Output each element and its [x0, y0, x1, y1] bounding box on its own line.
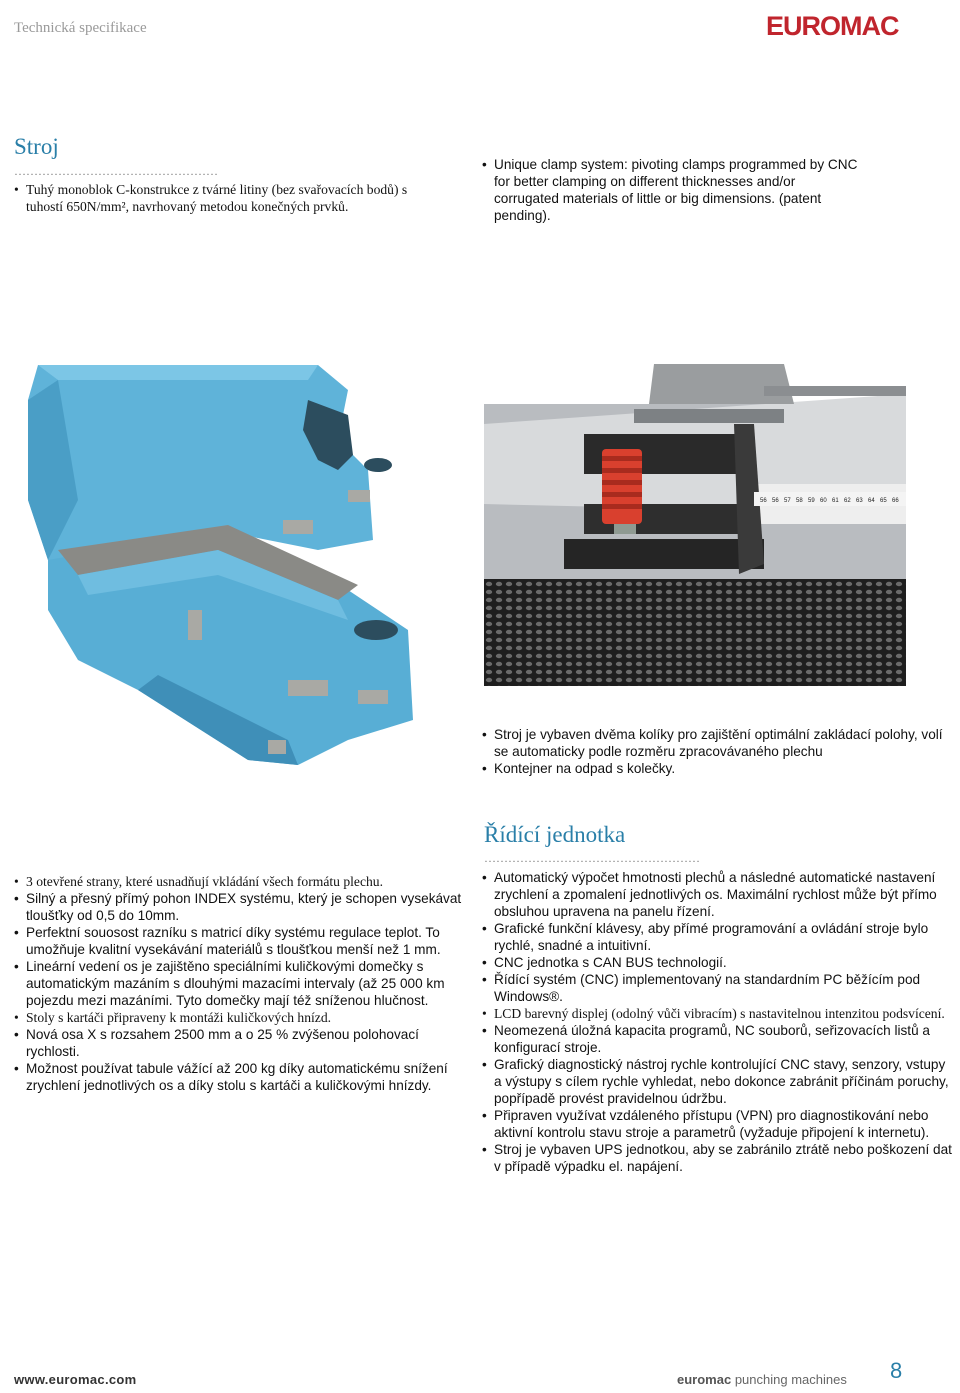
ruler-tick: 65 — [880, 498, 887, 504]
ruler-tick: 57 — [784, 498, 791, 504]
stroj-mid-list — [482, 726, 952, 777]
list-item: • Unique clamp system: pivoting clamps programmed by CNC for better clamping on different thicknesses and/or corrugated materials of little or big dimensions. (patent pending). — [482, 156, 862, 224]
ruler-tick: 64 — [868, 498, 875, 504]
stroj-right-list — [482, 156, 862, 224]
list-item: • Silný a přesný přímý pohon INDEX systému, který je schopen vysekávat tloušťky od 0,5 do 10mm. — [14, 890, 470, 924]
list-item: • Stroj je vybaven UPS jednotkou, aby se zabránilo ztrátě nebo poškození dat v případě výpadku el. napájení. — [482, 1141, 956, 1175]
ruler-tick: 58 — [796, 498, 803, 504]
ruler-tick: 56 — [772, 498, 779, 504]
list-item: • Automatický výpočet hmotnosti plechů a následné automatické nastavení zrychlení a zpomalení jednotlivých os. Maximální rychlost může být přímo obsluhou upravena na panelu řízení. — [482, 869, 956, 920]
ruler-tick: 56 — [760, 498, 767, 504]
footer-brand-name: euromac — [677, 1372, 732, 1387]
ridici-list — [482, 869, 956, 1175]
ruler-tick: 60 — [820, 498, 827, 504]
list-item: • Lineární vedení os je zajištěno speciálními kuličkovými domečky s automatickým mazáním s dlouhými mazacími intervaly (až 25 000 km pojezdu mezi mazáními. Tyto domečky mají též sníženou hlučnost. — [14, 958, 470, 1009]
list-item: • Perfektní souosost razníku s matricí díky systému regulace teplot. To umožňuje kvalitní vysekávání materiálů s tloušťkou menší než 1 mm. — [14, 924, 470, 958]
ruler-tick: 63 — [856, 498, 863, 504]
list-item: • Možnost používat tabule vážící až 200 kg díky automatickému snížení zrychlení jednotlivých os a díky stolu s kartáči a kuličkovými hnízdy. — [14, 1060, 470, 1094]
header-title: Technická specifikace — [14, 20, 147, 36]
list-item: • Grafický diagnostický nástroj rychle kontrolující CNC stavy, senzory, vstupy a výstupy s cílem rychle vyhledat, nebo dokonce zabránit příčinám poruchy, popřípadě provést pravidelnou údržbu. — [482, 1056, 956, 1107]
page-number: 8 — [890, 1358, 903, 1383]
ruler-tick: 61 — [832, 498, 839, 504]
stroj-left-list — [14, 181, 444, 215]
list-item: • Kontejner na odpad s kolečky. — [482, 760, 952, 777]
list-item: • Stoly s kartáči připraveny k montáži kuličkových hnízd. — [14, 1009, 470, 1026]
title-dots: ……………………………………………… — [484, 851, 700, 865]
list-item: • Připraven využívat vzdáleného přístupu (VPN) pro diagnostikování nebo aktivní kontrolu stavu stroje a parametrů (vyžaduje připojení k internetu). — [482, 1107, 956, 1141]
list-item: • Neomezená úložná kapacita programů, NC souborů, seřizovacích listů a konfigurací stroje. — [482, 1022, 956, 1056]
c-frame-machine-image — [18, 360, 438, 770]
title-dots: …………………………………………… — [14, 164, 218, 178]
svg-text:EUROMAC: EUROMAC — [766, 11, 899, 40]
ruler-tick: 59 — [808, 498, 815, 504]
list-item: • Řídící systém (CNC) implementovaný na standardním PC běžícím pod Windows®. — [482, 971, 956, 1005]
footer-brand-tagline: punching machines — [734, 1372, 847, 1387]
ruler-tick: 66 — [892, 498, 899, 504]
footer-url[interactable]: www.euromac.com — [14, 1372, 137, 1387]
footer-brand — [677, 1372, 847, 1387]
list-item: • LCD barevný displej (odolný vůči vibracím) s nastavitelnou intenzitou podsvícení. — [482, 1005, 956, 1022]
clamp-system-image — [484, 364, 906, 686]
ruler-tick: 62 — [844, 498, 851, 504]
list-item: • CNC jednotka s CAN BUS technologií. — [482, 954, 956, 971]
euromac-logo — [766, 10, 902, 40]
list-item: • Tuhý monoblok C-konstrukce z tvárné litiny (bez svařovacích bodů) s tuhostí 650N/mm², navrhovaný metodou konečných prvků. — [14, 181, 444, 215]
stroj-features-list — [14, 873, 470, 1094]
section-title-ridici-jednotka: Řídící jednotka — [484, 822, 626, 847]
list-item: • Nová osa X s rozsahem 2500 mm a o 25 % zvýšenou polohovací rychlosti. — [14, 1026, 470, 1060]
section-title-stroj: Stroj — [14, 134, 59, 159]
list-item: • Grafické funkční klávesy, aby přímé programování a ovládání stroje bylo rychlé, snadné a intuitivní. — [482, 920, 956, 954]
list-item: • 3 otevřené strany, které usnadňují vkládání všech formátu plechu. — [14, 873, 470, 890]
list-item: • Stroj je vybaven dvěma kolíky pro zajištění optimální zakládací polohy, volí se automaticky podle rozměru zpracovávaného plechu — [482, 726, 952, 760]
